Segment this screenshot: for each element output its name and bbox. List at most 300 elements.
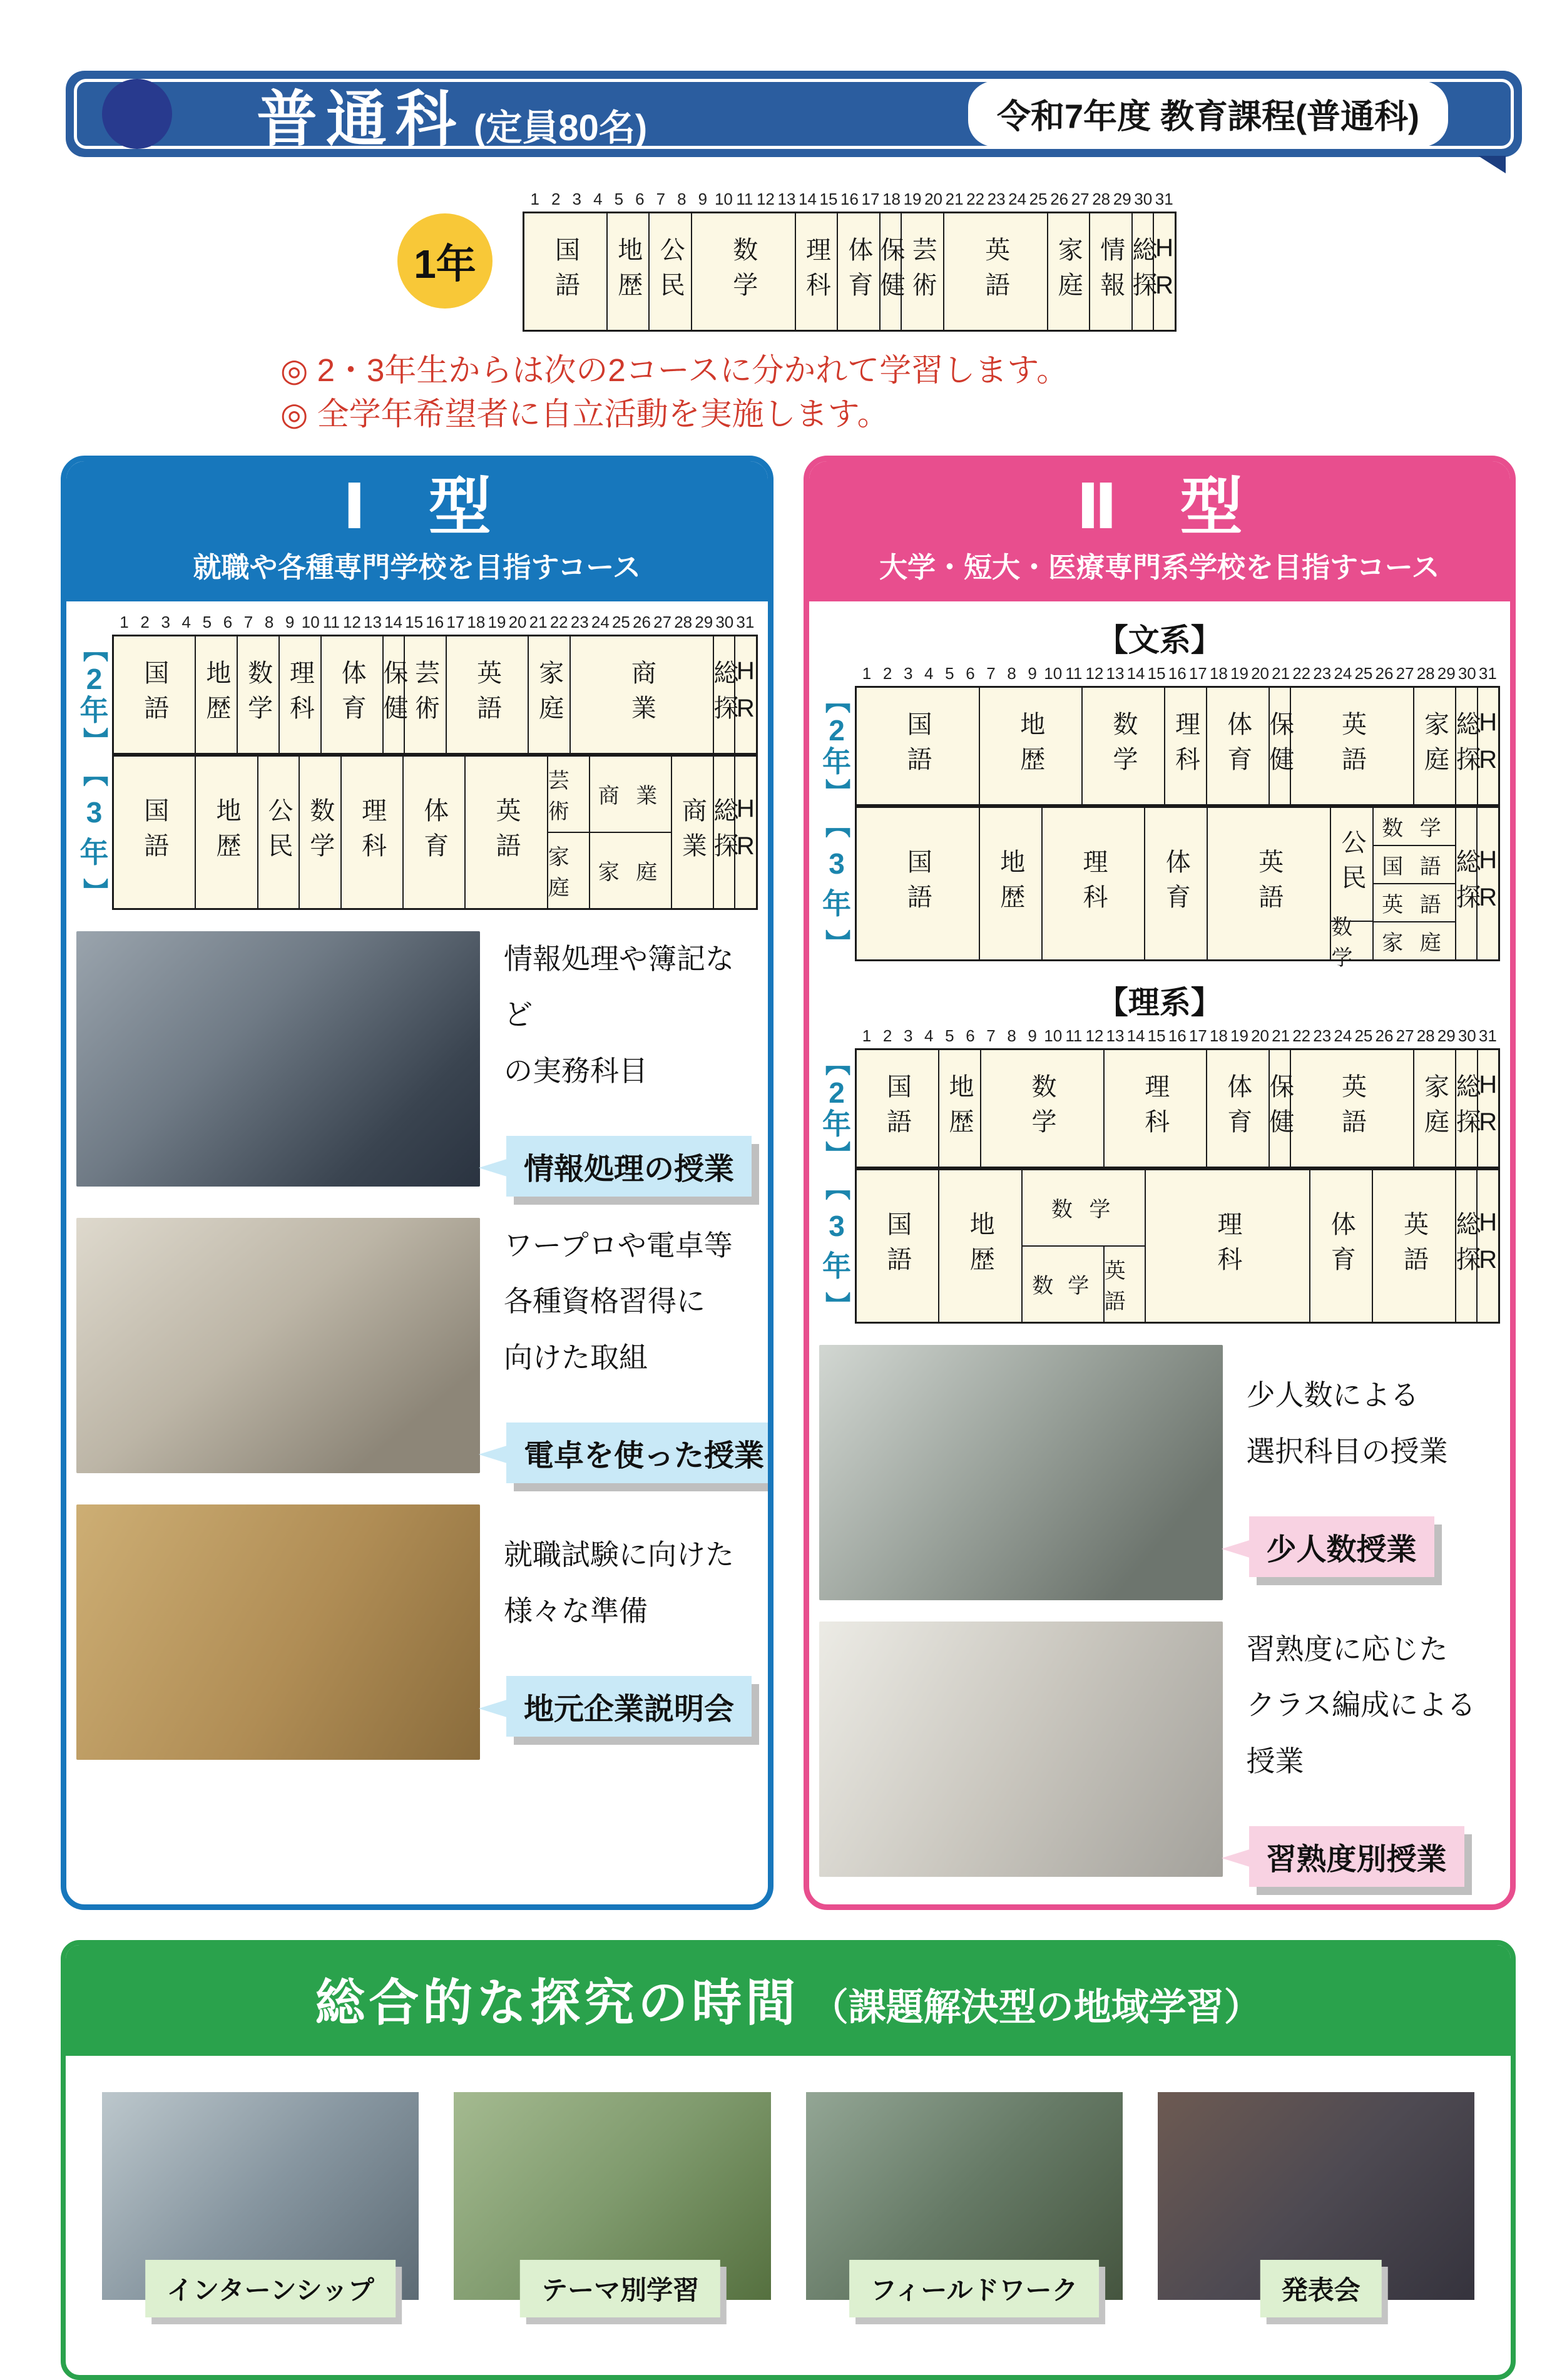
period-number: 10 <box>1044 663 1063 683</box>
period-number: 11 <box>322 612 340 631</box>
period-number: 27 <box>1396 1026 1414 1045</box>
subject-subcell: 公民 <box>1338 829 1366 899</box>
curriculum-row <box>76 635 758 755</box>
subject-cell: 国語 <box>904 848 932 919</box>
subject-subcell <box>1023 1245 1145 1322</box>
period-number: 5 <box>202 612 212 631</box>
period-number: 25 <box>611 612 630 631</box>
subject-cell: 理科 <box>1103 1050 1207 1167</box>
subject-cell: 商業 <box>569 636 713 753</box>
period-number: 14 <box>1126 663 1145 683</box>
period-number: 8 <box>1007 663 1016 683</box>
period-number-row <box>819 1026 1501 1048</box>
period-number: 27 <box>1071 190 1090 208</box>
feature-description: ワープロや電卓等 各種資格習得に 向けた取組 <box>504 1228 733 1374</box>
curriculum-row <box>819 1048 1501 1168</box>
subject-cell: 地歴 <box>979 808 1041 959</box>
period-number: 6 <box>223 612 233 631</box>
period-number: 20 <box>508 612 527 631</box>
subject-cell: HR <box>734 636 755 753</box>
soutan-subtitle: （課題解決型の地域学習） <box>810 1986 1262 2028</box>
period-number-row <box>523 190 1177 212</box>
period-number: 16 <box>1168 1026 1187 1045</box>
type1-header <box>66 461 768 601</box>
period-number: 13 <box>1106 663 1125 683</box>
type1-box <box>61 456 773 1910</box>
subject-cell: 公民 <box>257 757 299 908</box>
subject-cell: 総探 <box>713 636 734 753</box>
subject-cell: HR <box>1476 808 1498 959</box>
period-number: 4 <box>181 612 191 631</box>
subject-cell: 英語 <box>1290 1050 1413 1167</box>
period-number: 16 <box>1168 663 1187 683</box>
feature-text-column <box>1237 1622 1501 1887</box>
type2-subtitle: 大学・短大・医療専門系学校を目指すコース <box>879 551 1440 583</box>
period-number: 1 <box>530 190 539 208</box>
period-number: 10 <box>714 190 733 208</box>
period-number: 5 <box>945 1026 954 1045</box>
period-number: 28 <box>1092 190 1111 208</box>
subject-cell: 体育 <box>320 636 382 753</box>
period-number: 13 <box>777 190 796 208</box>
period-number: 5 <box>614 190 624 208</box>
period-number: 9 <box>698 190 708 208</box>
subject-cell: 英語 <box>1207 808 1330 959</box>
period-number: 14 <box>799 190 817 208</box>
page-title <box>257 70 647 158</box>
period-number: 9 <box>1028 1026 1037 1045</box>
level-class-photo <box>819 1622 1223 1877</box>
period-number: 7 <box>986 1026 996 1045</box>
subject-cell: 英語 <box>1290 688 1413 804</box>
subject-cell: 英語 <box>1372 1170 1455 1322</box>
subject-cell: 地歴 <box>195 757 257 908</box>
subject-cell <box>589 757 671 908</box>
period-number: 5 <box>945 663 954 683</box>
caption-pointer-icon <box>1222 1849 1252 1867</box>
period-number: 24 <box>591 612 610 631</box>
subject-cell: 理科 <box>1164 688 1206 804</box>
period-number: 22 <box>966 190 985 208</box>
feature-caption: 情報処理の授業 <box>506 1136 752 1197</box>
subject-cell: 理科 <box>340 757 402 908</box>
period-number: 15 <box>1147 1026 1166 1045</box>
period-number: 9 <box>1028 663 1037 683</box>
period-number: 1 <box>862 1026 872 1045</box>
subject-subcell: 家 庭 <box>590 832 671 908</box>
subject-cell: 体育 <box>1206 688 1269 804</box>
subject-cell: 芸術 <box>901 213 942 330</box>
period-number: 2 <box>882 663 892 683</box>
subject-cell: 家庭 <box>1047 213 1089 330</box>
subject-cell: 体育 <box>1206 1050 1269 1167</box>
subject-subcell: 芸術 <box>548 769 575 824</box>
subject-cell: 保健 <box>1269 1050 1290 1167</box>
feature-text-column <box>494 1504 758 1760</box>
period-number: 30 <box>1458 1026 1476 1045</box>
period-number: 30 <box>1134 190 1153 208</box>
period-number: 15 <box>405 612 424 631</box>
period-number: 19 <box>488 612 506 631</box>
subject-cell: 地歴 <box>938 1050 980 1167</box>
period-number: 21 <box>1272 1026 1290 1045</box>
curriculum-year-badge: 令和7年度 教育課程(普通科) <box>968 81 1448 147</box>
soutan-box <box>61 1940 1516 2380</box>
curriculum-row <box>523 212 1177 332</box>
period-number: 25 <box>1354 663 1373 683</box>
period-number: 8 <box>1007 1026 1016 1045</box>
period-number: 3 <box>903 663 913 683</box>
subject-subcell: 英 語 <box>1374 883 1455 921</box>
period-number: 11 <box>736 190 753 208</box>
curriculum-row <box>819 1168 1501 1324</box>
period-number: 2 <box>551 190 561 208</box>
period-number: 29 <box>1437 663 1456 683</box>
feature-description: 習熟度に応じた クラス編成による 授業 <box>1246 1632 1476 1777</box>
curriculum-table-rikei <box>819 1026 1501 1324</box>
period-number: 30 <box>715 612 734 631</box>
type2-header <box>809 461 1511 601</box>
header-circle-decoration <box>102 79 172 149</box>
period-number: 6 <box>966 663 975 683</box>
feature-description: 就職試験に向けた 様々な準備 <box>504 1538 734 1628</box>
period-number: 27 <box>1396 663 1414 683</box>
caption-pointer-icon <box>1222 1540 1252 1558</box>
period-number: 13 <box>364 612 382 631</box>
subject-subcell: 家庭 <box>548 832 589 908</box>
feature-row <box>76 931 758 1197</box>
curriculum-table-type1 <box>76 613 758 910</box>
subject-cell: 総探 <box>1455 1170 1477 1322</box>
subject-cell: HR <box>1153 213 1175 330</box>
period-number: 19 <box>903 190 922 208</box>
period-number: 13 <box>1106 1026 1125 1045</box>
period-number: 24 <box>1008 190 1027 208</box>
subject-cell: 国語 <box>140 797 168 867</box>
period-number: 28 <box>674 612 693 631</box>
feature-caption: 地元企業説明会 <box>506 1676 752 1737</box>
period-number: 29 <box>1437 1026 1456 1045</box>
period-number: 24 <box>1334 1026 1352 1045</box>
subject-cell: 地歴 <box>938 1170 1021 1322</box>
type1-subtitle: 就職や各種専門学校を目指すコース <box>193 551 641 583</box>
subject-cell: HR <box>1476 1170 1498 1322</box>
type1-title: Ⅰ 型 <box>342 471 491 542</box>
period-number: 23 <box>987 190 1006 208</box>
subject-cell: 地歴 <box>606 213 648 330</box>
grade1-curriculum-row <box>397 190 1552 332</box>
subject-cell: 総探 <box>1455 808 1477 959</box>
period-number: 28 <box>1416 663 1435 683</box>
period-number: 17 <box>1188 663 1207 683</box>
gallery-caption: フィールドワーク <box>849 2260 1100 2317</box>
type1-features <box>76 910 765 1760</box>
period-number: 26 <box>1375 1026 1394 1045</box>
type2-box <box>804 456 1516 1910</box>
period-number: 8 <box>264 612 274 631</box>
period-number: 1 <box>120 612 129 631</box>
subject-subcell: 商 業 <box>598 784 663 808</box>
subject-subcell: 数 学 <box>1051 1198 1116 1222</box>
period-number: 1 <box>862 663 872 683</box>
period-number: 31 <box>736 612 755 631</box>
period-number: 20 <box>924 190 943 208</box>
period-number: 17 <box>1188 1026 1207 1045</box>
period-number: 20 <box>1251 1026 1269 1045</box>
subject-cell: 商業 <box>671 757 713 908</box>
feature-description: 情報処理や簿記など の実務科目 <box>504 942 734 1087</box>
period-number-row <box>76 613 758 635</box>
subject-cell: 総探 <box>1455 1050 1477 1167</box>
feature-caption: 習熟度別授業 <box>1249 1826 1464 1887</box>
period-number: 23 <box>1313 1026 1332 1045</box>
small-group-photo <box>819 1345 1223 1600</box>
period-number: 21 <box>945 190 964 208</box>
gallery-item <box>102 2092 419 2305</box>
curriculum-table-grade1 <box>523 190 1177 332</box>
subject-cell: 体育 <box>837 213 879 330</box>
subject-cell: HR <box>734 757 755 908</box>
period-number: 18 <box>1209 663 1228 683</box>
note-line: ◎ 全学年希望者に自立活動を実施します。 <box>280 396 889 432</box>
period-number: 26 <box>1375 663 1394 683</box>
period-number: 25 <box>1029 190 1048 208</box>
period-number: 7 <box>243 612 253 631</box>
subject-cell <box>1021 1170 1145 1322</box>
period-number: 28 <box>1416 1026 1435 1045</box>
subject-subcell: 数 学 <box>1382 816 1447 840</box>
period-number: 19 <box>1230 1026 1248 1045</box>
period-number: 22 <box>1292 1026 1311 1045</box>
subject-cell: 英語 <box>943 213 1047 330</box>
subject-cell <box>1372 808 1455 959</box>
year-label: 【 3 年 】 <box>822 1175 851 1317</box>
gallery-caption: インターンシップ <box>145 2260 396 2317</box>
subject-cell: 体育 <box>1144 808 1207 959</box>
type2-title: Ⅱ 型 <box>1076 471 1243 542</box>
subject-cell: 家庭 <box>528 636 569 753</box>
gallery-item <box>806 2092 1123 2305</box>
subject-cell: 公民 <box>648 213 690 330</box>
subject-cell: 英語 <box>1103 1247 1145 1322</box>
feature-text-column <box>494 931 758 1197</box>
subject-cell: 数 学 <box>1032 1274 1094 1298</box>
period-number: 12 <box>756 190 775 208</box>
period-number: 23 <box>1313 663 1332 683</box>
period-number: 6 <box>635 190 645 208</box>
subject-cell: 総探 <box>1131 213 1153 330</box>
period-number: 2 <box>140 612 150 631</box>
subject-cell: 国語 <box>140 659 168 730</box>
curriculum-table-bunkei <box>819 663 1502 970</box>
subject-cell: 理科 <box>278 636 320 753</box>
period-number: 11 <box>1065 1026 1083 1045</box>
period-number: 10 <box>1044 1026 1063 1045</box>
period-number: 9 <box>285 612 295 631</box>
curriculum-row <box>819 806 1502 970</box>
company-session-photo <box>76 1504 480 1760</box>
stream-heading-bunkei: 【文系】 <box>1096 622 1222 658</box>
period-number: 25 <box>1354 1026 1373 1045</box>
year-label: 【 2 年 】 <box>79 636 109 752</box>
subject-cell: 芸術 <box>404 636 446 753</box>
subject-cell: 保健 <box>879 213 901 330</box>
grade1-badge: 1年 <box>397 213 493 309</box>
type1-body <box>66 601 768 1904</box>
subject-cell: 国語 <box>551 237 579 307</box>
period-number: 2 <box>882 1026 892 1045</box>
period-number: 19 <box>1230 663 1248 683</box>
period-number: 31 <box>1155 190 1173 208</box>
period-number: 4 <box>924 663 934 683</box>
period-number: 3 <box>161 612 170 631</box>
feature-row <box>819 1345 1501 1600</box>
feature-text-column <box>1237 1345 1501 1600</box>
feature-row <box>819 1622 1501 1887</box>
subject-subcell: 家 庭 <box>1374 921 1455 959</box>
period-number-row <box>819 664 1501 686</box>
subject-cell: 理科 <box>1145 1170 1309 1322</box>
period-number: 30 <box>1458 663 1476 683</box>
period-number: 17 <box>861 190 880 208</box>
period-number: 18 <box>467 612 486 631</box>
feature-description: 少人数による 選択科目の授業 <box>1246 1379 1448 1468</box>
period-number: 7 <box>656 190 666 208</box>
subject-cell: 数学 <box>299 757 340 908</box>
subject-cell <box>1330 808 1372 970</box>
caption-pointer-icon <box>479 1445 509 1464</box>
period-number: 22 <box>1292 663 1311 683</box>
period-number: 6 <box>966 1026 975 1045</box>
note-line: ◎ 2・3年生からは次の2コースに分かれて学習します。 <box>280 352 1069 388</box>
period-number: 15 <box>819 190 838 208</box>
subject-cell: 保健 <box>382 636 404 753</box>
period-number: 29 <box>695 612 713 631</box>
subject-cell: 地歴 <box>195 636 237 753</box>
subject-cell: 数学 <box>237 636 278 753</box>
period-number: 3 <box>572 190 582 208</box>
type2-body <box>809 601 1511 1904</box>
period-number: 12 <box>1085 1026 1104 1045</box>
period-number: 21 <box>529 612 548 631</box>
gallery-item <box>1158 2092 1474 2305</box>
caption-pointer-icon <box>479 1699 509 1718</box>
subject-cell: 英語 <box>464 757 546 908</box>
subject-subcell: 国 語 <box>1374 845 1455 883</box>
period-number: 29 <box>1113 190 1131 208</box>
soutan-header <box>66 1945 1511 2056</box>
subject-cell: 理科 <box>1041 808 1145 959</box>
feature-caption: 電卓を使った授業 <box>506 1422 773 1483</box>
gallery-item <box>454 2092 770 2305</box>
soutan-gallery <box>66 2056 1511 2375</box>
period-number: 31 <box>1478 1026 1497 1045</box>
subject-subcell: 数学 <box>1331 921 1372 959</box>
subject-cell: 数学 <box>980 1050 1103 1167</box>
computer-class-photo <box>76 931 480 1187</box>
period-number: 10 <box>301 612 320 631</box>
subject-cell <box>547 757 589 908</box>
gallery-caption: テーマ別学習 <box>520 2260 720 2317</box>
period-number: 18 <box>882 190 901 208</box>
subject-cell: 情報 <box>1089 213 1131 330</box>
year-label: 【 2 年 】 <box>822 688 851 804</box>
feature-caption: 少人数授業 <box>1249 1516 1434 1577</box>
period-number: 15 <box>1147 663 1166 683</box>
course-title: 普通科 <box>257 85 465 153</box>
period-number: 24 <box>1334 663 1352 683</box>
curriculum-row <box>76 755 758 910</box>
subject-cell: 総探 <box>1455 688 1477 804</box>
period-number: 26 <box>1050 190 1069 208</box>
period-number: 21 <box>1272 663 1290 683</box>
period-number: 8 <box>677 190 687 208</box>
subject-cell: 体育 <box>1309 1170 1372 1322</box>
period-number: 31 <box>1478 663 1497 683</box>
subject-cell: 地歴 <box>979 688 1082 804</box>
period-number: 20 <box>1251 663 1269 683</box>
feature-text-column <box>494 1218 765 1483</box>
period-number: 14 <box>1126 1026 1145 1045</box>
subject-cell: 数学 <box>691 213 795 330</box>
gallery-caption: 発表会 <box>1260 2260 1382 2317</box>
period-number: 11 <box>1065 663 1083 683</box>
soutan-title: 総合的な探究の時間 <box>315 1974 800 2031</box>
subject-cell: 数学 <box>1081 688 1164 804</box>
period-number: 3 <box>903 1026 913 1045</box>
brochure-page <box>0 71 1552 2380</box>
subject-cell: 家庭 <box>1413 1050 1455 1167</box>
period-number: 12 <box>1085 663 1104 683</box>
course-notes <box>280 350 1552 434</box>
subject-cell: 国語 <box>883 1073 911 1143</box>
subject-cell: HR <box>1477 688 1499 804</box>
subject-cell: 家庭 <box>1413 688 1455 804</box>
period-number: 4 <box>593 190 603 208</box>
calculator-class-photo <box>76 1218 480 1473</box>
subject-cell: 理科 <box>795 213 837 330</box>
stream-heading-rikei: 【理系】 <box>1096 984 1222 1020</box>
subject-cell: 国語 <box>883 1210 911 1281</box>
period-number: 4 <box>924 1026 934 1045</box>
type2-features <box>819 1324 1501 1887</box>
subject-cell: 国語 <box>904 710 931 781</box>
period-number: 7 <box>986 663 996 683</box>
course-capacity: (定員80名) <box>474 108 648 148</box>
feature-row <box>76 1504 758 1760</box>
year-label: 【 3 年 】 <box>822 812 851 954</box>
subject-cell: 体育 <box>402 757 464 908</box>
header-ribbon <box>66 71 1522 157</box>
subject-cell: 保健 <box>1269 688 1290 804</box>
curriculum-row <box>819 686 1501 806</box>
subject-cell: 総探 <box>713 757 734 908</box>
course-type-columns <box>61 456 1516 1910</box>
subject-cell: HR <box>1477 1050 1499 1167</box>
period-number: 14 <box>384 612 403 631</box>
period-number: 27 <box>653 612 672 631</box>
period-number: 26 <box>633 612 651 631</box>
year-label: 【 3 年 】 <box>79 761 109 903</box>
period-number: 17 <box>446 612 465 631</box>
period-number: 16 <box>840 190 859 208</box>
period-number: 12 <box>342 612 361 631</box>
subject-cell: 英語 <box>446 636 528 753</box>
feature-row <box>76 1218 765 1483</box>
period-number: 18 <box>1209 1026 1228 1045</box>
period-number: 22 <box>549 612 568 631</box>
period-number: 23 <box>570 612 589 631</box>
